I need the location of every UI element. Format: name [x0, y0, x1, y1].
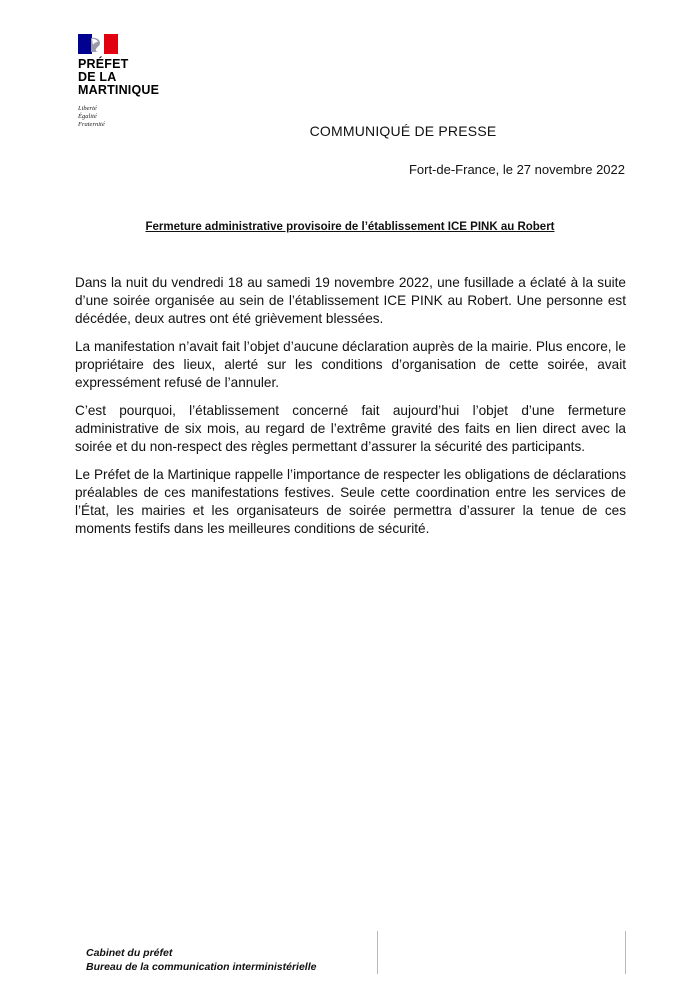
institution-line-3: MARTINIQUE: [78, 83, 160, 97]
prefecture-logo-block: [78, 34, 238, 129]
body-paragraph-2: La manifestation n’avait fait l’objet d’aucune déclaration auprès de la mairie. Plus encore, le propriétaire des lieux, alerté sur les conditions d’organisation de cette soirée, avait expressément refusé de l’annuler.: [75, 339, 626, 390]
document-body: [75, 274, 626, 548]
footer-divider-2: [625, 931, 626, 974]
motto-liberte: Liberté: [78, 105, 97, 112]
body-paragraph-1: Dans la nuit du vendredi 18 au samedi 19 novembre 2022, une fusillade a éclaté à la suite d’une soirée organisée au sein de l’établissement ICE PINK au Robert. Une personne est décédée, deux autres ont été grièvement blessées.: [75, 275, 626, 326]
marianne-logo-icon: [78, 34, 118, 54]
footer: [86, 946, 316, 974]
footer-line-2: Bureau de la communication interministérielle: [86, 961, 317, 973]
motto-fraternite: Fraternité: [78, 121, 105, 128]
footer-line-1: Cabinet du préfet: [86, 947, 173, 959]
institution-line-2: DE LA: [78, 70, 117, 84]
body-paragraph-4: Le Préfet de la Martinique rappelle l’importance de respecter les obligations de déclarations préalables de ces manifestations festives. Seule cette coordination entre les services de l’État, les mairies et les organisateurs de soirée permettra d’assurer la tenue de ces moments festifs dans les meilleures conditions de sécurité.: [75, 467, 626, 536]
institution-line-1: PRÉFET: [78, 57, 129, 71]
date-line: Fort-de-France, le 27 novembre 2022: [408, 162, 625, 177]
motto-egalite: Égalité: [78, 113, 97, 120]
document-title: COMMUNIQUÉ DE PRESSE: [309, 123, 497, 139]
body-paragraph-3: C’est pourquoi, l’établissement concerné fait aujourd’hui l’objet d’une fermeture administrative de six mois, au regard de l’extrême gravité des faits en lien direct avec la soirée et du non-respect des règles permettant d’assurer la sécurité des participants.: [75, 403, 626, 454]
institution-name: [78, 58, 238, 97]
document-subject: Fermeture administrative provisoire de l’établissement ICE PINK au Robert: [145, 221, 555, 233]
footer-divider-1: [377, 931, 378, 974]
